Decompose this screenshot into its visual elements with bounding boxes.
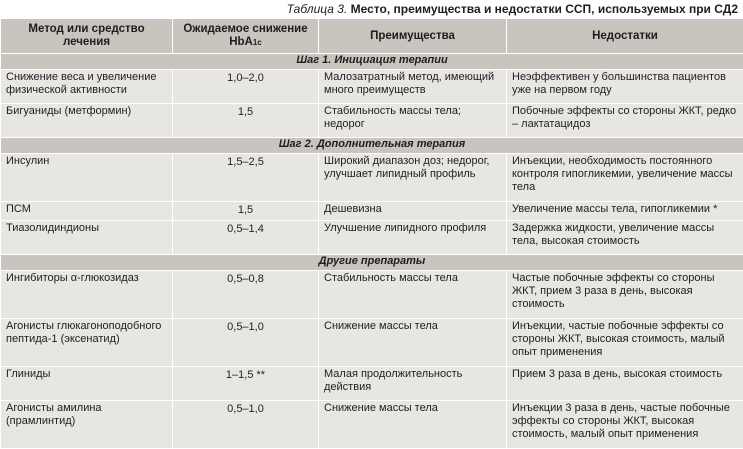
table-row: [1, 221, 743, 255]
section-title: Шаг 2. Дополнительная терапия: [1, 138, 743, 154]
cell-method: Бигуаниды (метформин): [1, 104, 173, 138]
caption-title: Место, преимущества и недостатки ССП, используемых при СД2: [350, 2, 738, 16]
cell-advantages: Стабильность массы тела: [319, 271, 507, 319]
table-row: [1, 401, 743, 449]
table-row: [1, 202, 743, 221]
cell-advantages: Улучшение липидного профиля: [319, 221, 507, 255]
cell-disadvantages: Неэффективен у большинства пациентов уже на первом году: [507, 70, 743, 104]
table-row: [1, 70, 743, 104]
cell-effect: 1,5: [173, 202, 319, 221]
section-title: Другие препараты: [1, 255, 743, 271]
caption-label: Таблица 3.: [286, 2, 348, 16]
table-row: [1, 154, 743, 202]
cell-effect: 1,5: [173, 104, 319, 138]
cell-advantages: Дешевизна: [319, 202, 507, 221]
header-row: [1, 19, 743, 54]
table-caption: [0, 0, 743, 18]
cell-advantages: Снижение массы тела: [319, 401, 507, 449]
cell-method: Инсулин: [1, 154, 173, 202]
cell-method: ПСМ: [1, 202, 173, 221]
header-effect-main: Ожидаемое снижение HbA: [183, 23, 308, 48]
cell-method: Тиазолидиндионы: [1, 221, 173, 255]
section-header: [1, 138, 743, 154]
cell-effect: 1,0–2,0: [173, 70, 319, 104]
header-method: Метод или средство лечения: [1, 19, 173, 54]
cell-disadvantages: Прием 3 раза в день, высокая стоимость: [507, 367, 743, 401]
table-row: [1, 271, 743, 319]
header-effect-sub: 1c: [252, 38, 262, 47]
cell-effect: 1–1,5 **: [173, 367, 319, 401]
table-row: [1, 319, 743, 367]
cell-disadvantages: Частые побочные эффекты со стороны ЖКТ, прием 3 раза в день, высокая стоимость: [507, 271, 743, 319]
table-row: [1, 104, 743, 138]
cell-advantages: Стабильность массы тела; недорог: [319, 104, 507, 138]
cell-disadvantages: Задержка жидкости, увеличение массы тела, высокая стоимость: [507, 221, 743, 255]
table-row: [1, 367, 743, 401]
cell-method: Агонисты амилина (прамлинтид): [1, 401, 173, 449]
section-header: [1, 255, 743, 271]
header-effect: [173, 19, 319, 54]
cell-method: Глиниды: [1, 367, 173, 401]
cell-advantages: Малая продолжительность действия: [319, 367, 507, 401]
comparison-table: [0, 18, 743, 449]
cell-disadvantages: Увеличение массы тела, гипогликемии *: [507, 202, 743, 221]
cell-disadvantages: Побочные эффекты со стороны ЖКТ, редко – лактатацидоз: [507, 104, 743, 138]
cell-disadvantages: Инъекции, частые побочные эффекты со стороны ЖКТ, высокая стоимость, малый опыт применения: [507, 319, 743, 367]
cell-disadvantages: Инъекции, необходимость постоянного контроля гипогликемии, увеличение массы тела: [507, 154, 743, 202]
cell-advantages: Широкий диапазон доз; недорог, улучшает липидный профиль: [319, 154, 507, 202]
section-header: [1, 54, 743, 70]
section-title: Шаг 1. Инициация терапии: [1, 54, 743, 70]
header-disadvantages: Недостатки: [507, 19, 743, 54]
cell-effect: 1,5–2,5: [173, 154, 319, 202]
cell-effect: 0,5–1,0: [173, 319, 319, 367]
cell-effect: 0,5–0,8: [173, 271, 319, 319]
cell-disadvantages: Инъекции 3 раза в день, частые побочные эффекты со стороны ЖКТ, высокая стоимость, малый опыт применения: [507, 401, 743, 449]
cell-advantages: Малозатратный метод, имеющий много преимуществ: [319, 70, 507, 104]
cell-effect: 0,5–1,0: [173, 401, 319, 449]
cell-method: Агонисты глюкагоноподобного пептида-1 (эксенатид): [1, 319, 173, 367]
cell-method: Ингибиторы α-глюкозидаз: [1, 271, 173, 319]
header-advantages: Преимущества: [319, 19, 507, 54]
cell-effect: 0,5–1,4: [173, 221, 319, 255]
cell-method: Снижение веса и увеличение физической активности: [1, 70, 173, 104]
cell-advantages: Снижение массы тела: [319, 319, 507, 367]
